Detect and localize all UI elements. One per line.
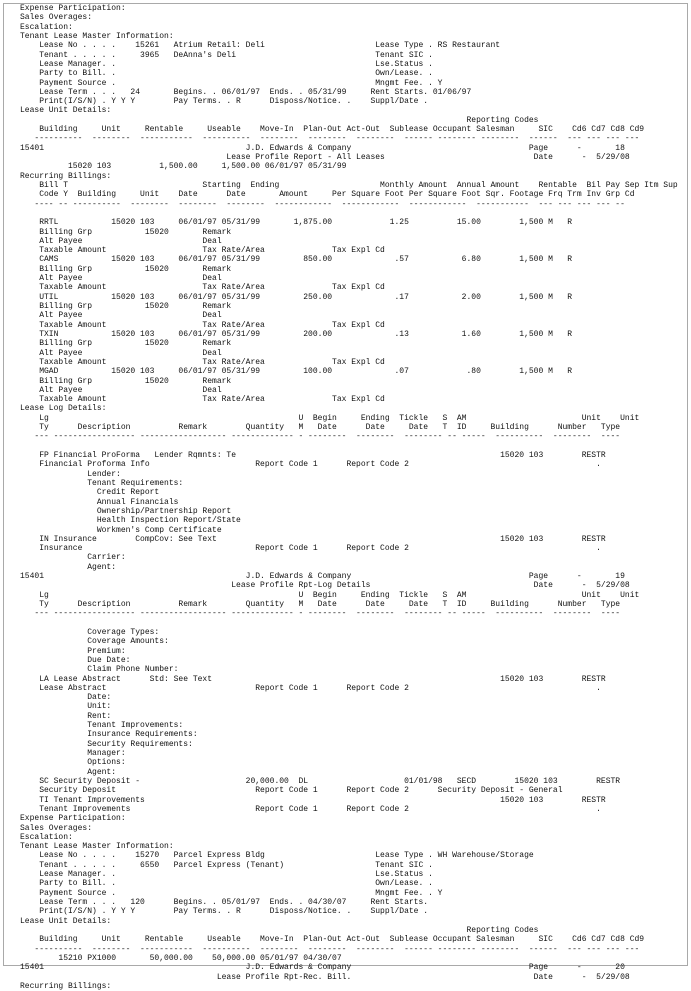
- report-line: FP Financial ProForma Lender Rqmnts: Te 15020 103 RESTR: [20, 451, 606, 460]
- report-line: Date:: [20, 693, 112, 703]
- report-line: Ty Description Remark Quantity M Date Date Date T ID Building Number Type: [20, 600, 621, 609]
- report-line: Party to Bill. . Own/Lease. .: [20, 69, 433, 79]
- report-line: Claim Phone Number:: [20, 665, 179, 675]
- report-line: Lease Profile Report - All Leases Date - 5/29/08: [20, 153, 630, 162]
- report-line: Sales Overages:: [20, 13, 93, 23]
- report-line: Health Inspection Report/State: [20, 516, 241, 526]
- report-line: Lease No . . . . 15261 Atrium Retail: Deli Lease Type . RS Restaurant: [20, 41, 501, 51]
- report-line: Agent:: [20, 767, 117, 777]
- report-line: Recurring Billings:: [20, 171, 112, 181]
- report-line: Coverage Types:: [20, 627, 160, 637]
- report-line: Billing Grp 15020 Remark: [20, 302, 232, 311]
- report-line: Lease Manager. . Lse.Status .: [20, 59, 433, 69]
- report-line: Manager:: [20, 749, 126, 758]
- report-line: Credit Report: [20, 488, 160, 498]
- report-line: ---- -- ---------- -------- -------- -------- ------------ ------------ ------------ ----------- --- --- --- --- --: [20, 199, 625, 209]
- report-line: [20, 442, 678, 451]
- report-line: Workmen's Comp Certificate: [20, 525, 222, 535]
- report-line: SC Security Deposit - 20,000.00 DL 01/01/98 SECD 15020 103 RESTR: [20, 776, 621, 786]
- report-line: Premium:: [20, 646, 126, 656]
- report-line: Ownership/Partnership Report: [20, 506, 232, 516]
- report-line: Agent:: [20, 562, 117, 572]
- report-line: TXIN 15020 103 06/01/97 05/31/99 200.00 .13 1.60 1,500 M R: [20, 329, 573, 339]
- report-line: Tenant Requirements:: [20, 478, 184, 488]
- report-line: Lender:: [20, 469, 121, 479]
- report-line: Lease Abstract Report Code 1 Report Code 2 .: [20, 683, 601, 693]
- report-line: Recurring Billings:: [20, 981, 112, 991]
- report-line: Payment Source . Mngmt Fee. . Y: [20, 78, 443, 88]
- report-line: Lease Profile Rpt-Rec. Bill. Date - 5/29/08: [20, 972, 630, 982]
- report-line: 15210 PX1000 50,000.00 50,000.00 05/01/97 04/30/07: [20, 953, 342, 963]
- report-line: Security Deposit Report Code 1 Report Code 2 Security Deposit - General: [20, 786, 563, 796]
- report-line: Ty Description Remark Quantity M Date Date Date T ID Building Number Type: [20, 423, 621, 433]
- report-line: 15401 J.D. Edwards & Company Page - 19: [20, 572, 625, 582]
- report-line: CAMS 15020 103 06/01/97 05/31/99 850.00 .57 6.80 1,500 M R: [20, 255, 573, 265]
- report-line: Tenant Lease Master Information:: [20, 31, 174, 41]
- report-line: Insurance Requirements:: [20, 730, 198, 740]
- report-line: Coverage Amounts:: [20, 637, 169, 647]
- report-line: Carrier:: [20, 553, 126, 563]
- report-line: Lease Unit Details:: [20, 106, 112, 116]
- report-line: Bill T Starting Ending Monthly Amount Annual Amount Rentable Bil Pay Sep Itm Sup: [20, 180, 678, 190]
- report-line: Lease Term . . . 120 Begins. . 05/01/97 Ends. . 04/30/07 Rent Starts.: [20, 898, 429, 907]
- report-line: Payment Source . Mngmt Fee. . Y: [20, 888, 443, 898]
- report-line: Reporting Codes: [20, 115, 539, 125]
- report-line: Billing Grp 15020 Remark: [20, 264, 232, 274]
- report-line: Due Date:: [20, 655, 131, 665]
- report-line: Sales Overages:: [20, 823, 93, 833]
- report-line: Lg U Begin Ending Tickle S AM Unit Unit: [20, 413, 640, 423]
- report-line: Party to Bill. . Own/Lease. .: [20, 879, 433, 889]
- report-line: 15020 103 1,500.00 1,500.00 06/01/97 05/31/99: [20, 162, 347, 172]
- report-line: Print(I/S/N) . Y Y Y Pay Terms. . R Disposs/Notice. . Suppl/Date .: [20, 97, 429, 107]
- report-line: Alt Payee Deal: [20, 385, 222, 395]
- report-line: Expense Participation:: [20, 4, 126, 13]
- report-line: Tenant Improvements Report Code 1 Report Code 2 .: [20, 804, 601, 814]
- report-line: Tenant Lease Master Information:: [20, 842, 174, 852]
- report-line: LA Lease Abstract Std: See Text 15020 103 RESTR: [20, 674, 606, 684]
- report-line: Escalation:: [20, 22, 73, 32]
- report-line: Alt Payee Deal: [20, 348, 222, 358]
- report-line: Taxable Amount Tax Rate/Area Tax Expl Cd: [20, 395, 385, 405]
- report-line: Alt Payee Deal: [20, 236, 222, 246]
- report-line: Lease Term . . . 24 Begins. . 06/01/97 Ends. . 05/31/99 Rent Starts. 01/06/97: [20, 87, 472, 97]
- report-text: [20, 4, 678, 991]
- report-line: Taxable Amount Tax Rate/Area Tax Expl Cd: [20, 357, 385, 367]
- report-line: MGAD 15020 103 06/01/97 05/31/99 100.00 .07 .80 1,500 M R: [20, 367, 573, 377]
- report-line: UTIL 15020 103 06/01/97 05/31/99 250.00 .17 2.00 1,500 M R: [20, 292, 573, 302]
- report-line: RRTL 15020 103 06/01/97 05/31/99 1,875.00 1.25 15.00 1,500 M R: [20, 218, 573, 228]
- report-line: Lease Manager. . Lse.Status .: [20, 870, 433, 880]
- report-line: Taxable Amount Tax Rate/Area Tax Expl Cd: [20, 283, 385, 293]
- report-line: --- ----------------- ------------------ ------------- - -------- -------- -------- -- ----- ---------- -------- ----: [20, 609, 621, 619]
- report-line: Lease Unit Details:: [20, 916, 112, 926]
- report-line: Tenant Improvements:: [20, 721, 184, 731]
- report-line: Unit:: [20, 702, 112, 712]
- report-line: Billing Grp 15020 Remark: [20, 376, 232, 386]
- report-line: Tenant . . . . . 3965 DeAnna's Deli Tenant SIC .: [20, 50, 433, 60]
- report-line: Alt Payee Deal: [20, 274, 222, 284]
- report-line: 15401 J.D. Edwards & Company Page - 18: [20, 143, 625, 153]
- report-line: TI Tenant Improvements 15020 103 RESTR: [20, 795, 606, 805]
- report-line: Lease Profile Rpt-Log Details Date - 5/29/08: [20, 581, 630, 591]
- report-line: Billing Grp 15020 Remark: [20, 227, 232, 237]
- report-line: Alt Payee Deal: [20, 311, 222, 321]
- report-line: Options:: [20, 758, 126, 768]
- report-line: Insurance Report Code 1 Report Code 2 .: [20, 544, 601, 554]
- report-line: Lease Log Details:: [20, 404, 107, 414]
- report-page: [3, 3, 688, 991]
- report-line: Annual Financials: [20, 497, 179, 507]
- report-line: Building Unit Rentable Useable Move-In Plan-Out Act-Out Sublease Occupant Salesman SIC Cd6 Cd7 Cd8 Cd9: [20, 125, 645, 135]
- report-line: Taxable Amount Tax Rate/Area Tax Expl Cd: [20, 246, 385, 256]
- report-line: IN Insurance CompCov: See Text 15020 103 RESTR: [20, 534, 606, 544]
- report-line: Reporting Codes: [20, 925, 539, 935]
- report-line: [20, 619, 678, 628]
- report-line: 15401 J.D. Edwards & Company Page - 20: [20, 963, 625, 973]
- report-line: ---------- -------- ----------- ---------- -------- -------- -------- ------ -------- -------- ------ --- --- --- ---: [20, 134, 640, 144]
- report-line: --- ----------------- ------------------ ------------- - -------- -------- -------- -- ----- ---------- -------- ----: [20, 432, 621, 442]
- report-line: Lg U Begin Ending Tickle S AM Unit Unit: [20, 590, 640, 600]
- report-line: Escalation:: [20, 832, 73, 842]
- report-line: Lease No . . . . 15270 Parcel Express Bldg Lease Type . WH Warehouse/Storage: [20, 851, 534, 861]
- report-line: Print(I/S/N) . Y Y Y Pay Terms. . R Disposs/Notice. . Suppl/Date .: [20, 907, 429, 917]
- report-line: Expense Participation:: [20, 814, 126, 824]
- report-line: Security Requirements:: [20, 739, 193, 749]
- report-line: ---------- -------- ----------- ---------- -------- -------- -------- ------ -------- -------- ------ --- --- --- ---: [20, 944, 640, 954]
- report-line: Financial Proforma Info Report Code 1 Report Code 2 .: [20, 460, 601, 470]
- report-line: Taxable Amount Tax Rate/Area Tax Expl Cd: [20, 320, 385, 330]
- report-line: Code Y Building Unit Date Date Amount Per Square Foot Per Square Foot Sqr. Footage Frq Trm Inv Grp Cd: [20, 190, 635, 200]
- report-line: Building Unit Rentable Useable Move-In Plan-Out Act-Out Sublease Occupant Salesman SIC Cd6 Cd7 Cd8 Cd9: [20, 935, 645, 945]
- report-line: Rent:: [20, 711, 112, 721]
- report-line: Billing Grp 15020 Remark: [20, 339, 232, 349]
- report-line: Tenant . . . . . 6550 Parcel Express (Tenant) Tenant SIC .: [20, 860, 433, 870]
- report-line: [20, 209, 678, 218]
